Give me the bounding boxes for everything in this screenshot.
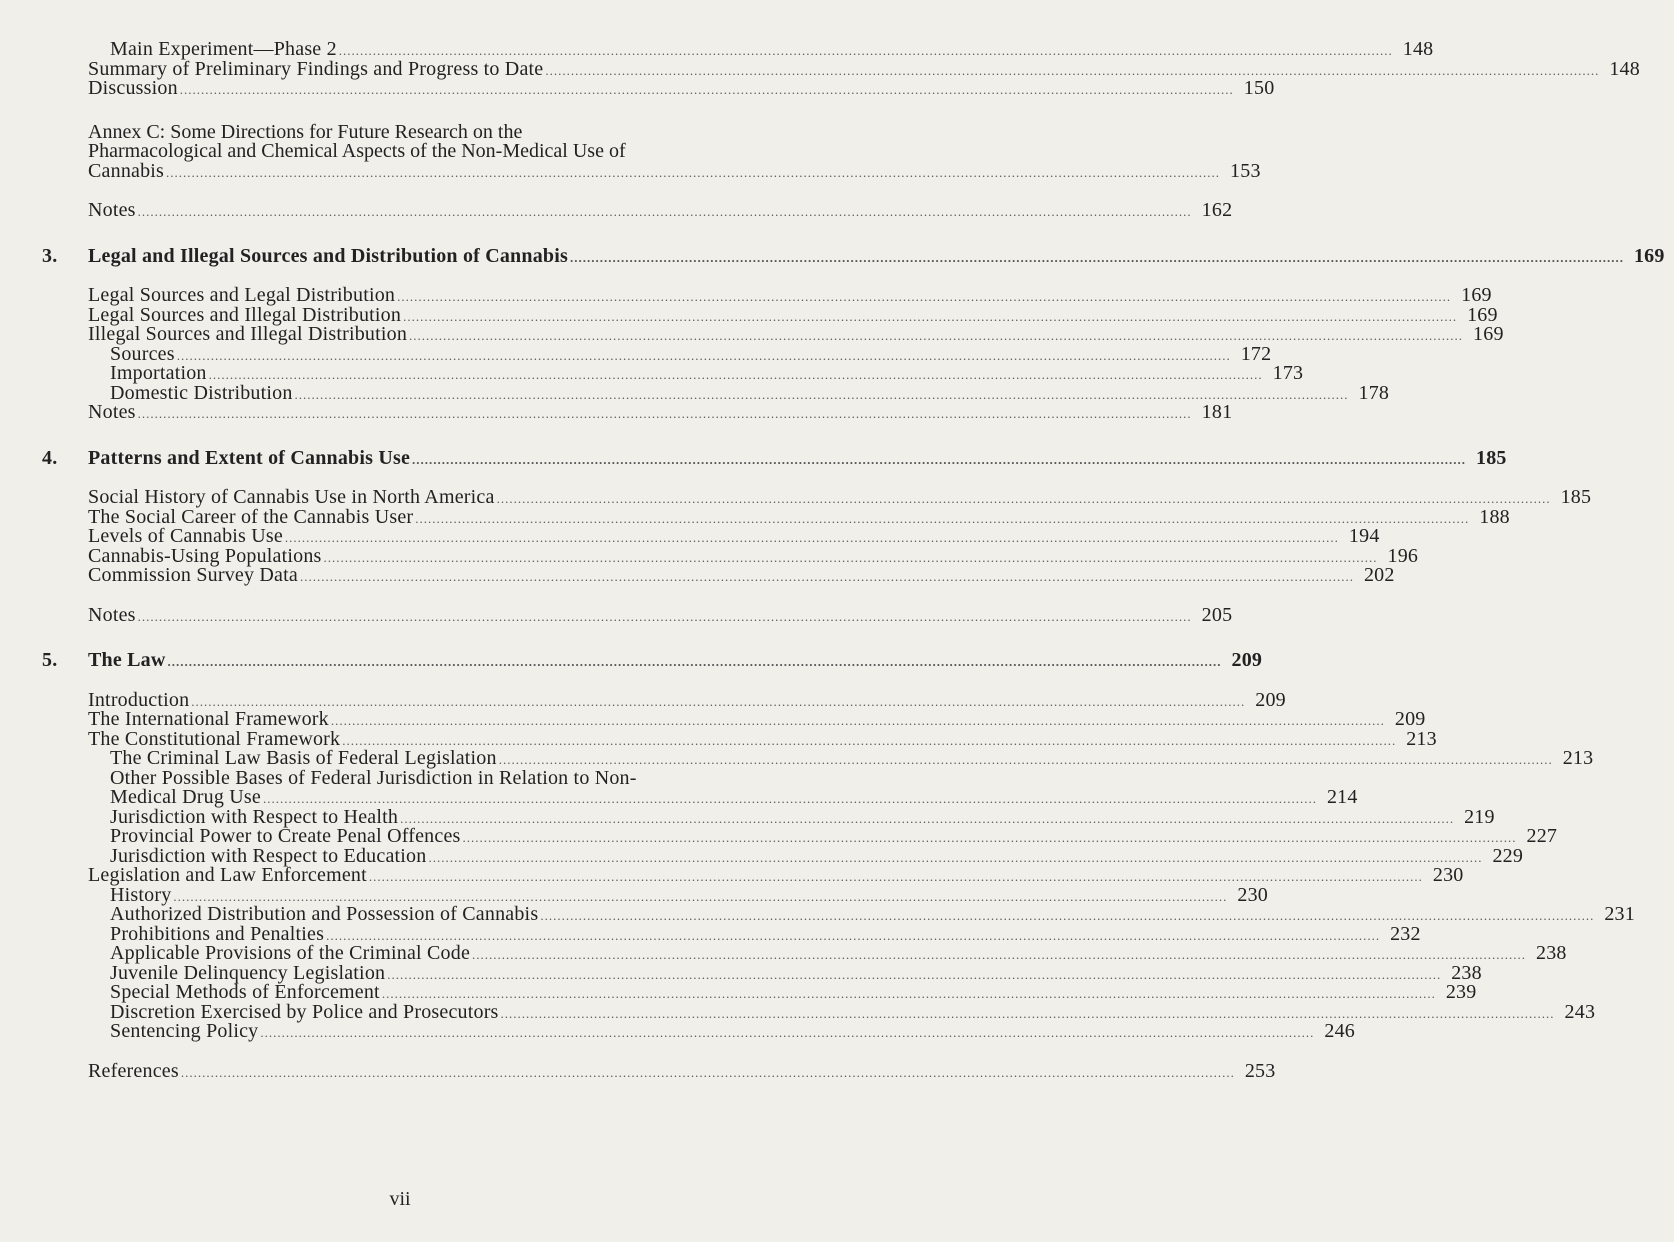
entry-title: Sources: [110, 342, 175, 365]
page-number: 202: [1363, 564, 1395, 586]
annex-title-line-2: Pharmacological and Chemical Aspects of the Non-Medical Use of: [88, 140, 626, 162]
page-number: 188: [1479, 505, 1510, 528]
page-number: 173: [1272, 362, 1304, 384]
entry-title: The Constitutional Framework: [88, 727, 341, 750]
entry-title: Legal Sources and Legal Distribution: [88, 284, 396, 306]
toc-entry: [88, 747, 1594, 769]
toc-entry: [88, 564, 1395, 586]
toc-entry: [88, 57, 1640, 80]
leader-dots: [168, 652, 1222, 672]
chapter-5-heading: [42, 649, 1263, 671]
page-number: 232: [1390, 922, 1421, 945]
leader-dots: [499, 750, 1553, 770]
toc-entry: [88, 323, 1504, 345]
chapter-number: 3.: [42, 244, 58, 267]
page-number: 150: [1243, 77, 1275, 99]
entry-title: Commission Survey Data: [88, 564, 298, 586]
entry-title: Main Experiment—Phase 2: [110, 38, 337, 60]
page-number: 238: [1536, 942, 1567, 964]
page-number: 213: [1562, 747, 1594, 769]
entry-title: Medical Drug Use: [110, 786, 261, 808]
toc-references: [88, 1059, 1276, 1082]
page-number: 209: [1394, 708, 1426, 730]
page-number: 214: [1326, 786, 1358, 808]
entry-title: Importation: [110, 362, 207, 384]
leader-dots: [428, 848, 1482, 868]
leader-dots: [472, 945, 1526, 965]
page-number: 209: [1255, 688, 1286, 711]
chapter-4-heading: [42, 446, 1507, 469]
page-number: 169: [1633, 244, 1665, 267]
page-number: 185: [1560, 486, 1592, 508]
page-number: 246: [1324, 1020, 1355, 1042]
page-folio: vii: [389, 1188, 411, 1210]
entry-title: Discussion: [88, 77, 178, 99]
toc-entry: [88, 981, 1477, 1003]
leader-dots: [138, 202, 1192, 222]
page-number: 169: [1467, 303, 1498, 326]
leader-dots: [409, 326, 1463, 346]
toc-entry: [88, 825, 1558, 847]
toc-annex-c: [88, 120, 1261, 182]
leader-dots: [463, 828, 1517, 848]
leader-dots: [412, 450, 1466, 470]
entry-title: Notes: [88, 603, 136, 626]
entry-title: Applicable Provisions of the Criminal Code: [110, 942, 471, 964]
page-number: 243: [1564, 1000, 1596, 1023]
toc-entry: [88, 708, 1426, 730]
page-number: 162: [1201, 199, 1233, 221]
page-number: 205: [1201, 603, 1233, 626]
entry-title: The Social Career of the Cannabis User: [88, 505, 414, 528]
page-number: 230: [1432, 864, 1464, 886]
entry-title: Jurisdiction with Respect to Education: [110, 844, 427, 867]
page-number: 169: [1473, 323, 1504, 345]
entry-title: Notes: [88, 401, 136, 423]
entry-title: Domestic Distribution: [110, 381, 293, 404]
page-number: 185: [1476, 446, 1507, 469]
entry-title: References: [88, 1059, 179, 1082]
toc-entry: [88, 942, 1567, 964]
entry-title: Other Possible Bases of Federal Jurisdiction in Relation to Non-: [110, 766, 637, 789]
page-number: 148: [1402, 38, 1434, 60]
entry-title: Jurisdiction with Respect to Health: [110, 805, 399, 828]
toc-entry: [88, 864, 1464, 886]
leader-dots: [181, 1063, 1235, 1083]
leader-dots: [403, 307, 1457, 327]
chapter-4-entries: [88, 486, 1592, 586]
toc-entry: [88, 486, 1592, 508]
leader-dots: [415, 509, 1469, 529]
entry-title: The International Framework: [88, 708, 329, 730]
leader-dots: [180, 80, 1234, 100]
toc-entry: [88, 786, 1358, 808]
toc-entry: [88, 401, 1233, 423]
chapter-title: The Law: [88, 649, 166, 671]
toc-section-top: [88, 38, 1640, 99]
page-number: 238: [1451, 961, 1482, 984]
toc-entry: [88, 77, 1275, 99]
leader-dots: [397, 287, 1451, 307]
entry-title: Introduction: [88, 688, 190, 711]
page-number: 196: [1387, 544, 1419, 567]
annex-title-line-1: Annex C: Some Directions for Future Research on the: [88, 120, 523, 143]
entry-title: Provincial Power to Create Penal Offences: [110, 825, 461, 847]
page-number: 239: [1445, 981, 1477, 1003]
chapter-number: 4.: [42, 446, 58, 469]
page-number: 230: [1237, 883, 1269, 906]
entry-title: Social History of Cannabis Use in North America: [88, 486, 495, 508]
leader-dots: [387, 965, 1441, 985]
page-number: 209: [1231, 649, 1263, 671]
chapter-number: 5.: [42, 649, 58, 671]
page-number: 219: [1464, 805, 1495, 828]
leader-dots: [342, 731, 1396, 751]
toc-notes-a: [88, 199, 1233, 221]
toc-entry: [88, 38, 1434, 60]
chapter-3-heading: [42, 244, 1665, 267]
page-number: 153: [1230, 159, 1261, 182]
leader-dots: [540, 906, 1594, 926]
chapter-3-entries: [88, 284, 1504, 423]
leader-dots: [324, 548, 1378, 568]
leader-dots: [570, 248, 1624, 268]
leader-dots: [382, 984, 1436, 1004]
entry-title: The Criminal Law Basis of Federal Legislation: [110, 747, 497, 769]
entry-title: Prohibitions and Penalties: [110, 922, 325, 945]
entry-title: Illegal Sources and Illegal Distribution: [88, 323, 408, 345]
leader-dots: [501, 1004, 1555, 1024]
toc-entry: [88, 525, 1380, 547]
page-number: 194: [1348, 525, 1380, 547]
toc-entry: [88, 903, 1635, 925]
chapter-title: Patterns and Extent of Cannabis Use: [88, 446, 411, 469]
entry-title: Summary of Preliminary Findings and Progress to Date: [88, 57, 544, 80]
page-number: 229: [1492, 844, 1524, 867]
leader-dots: [400, 809, 1454, 829]
chapter-title: Legal and Illegal Sources and Distribution of Cannabis: [88, 244, 568, 267]
entry-title: Notes: [88, 199, 136, 221]
toc-entry: [88, 381, 1390, 404]
annex-title-end: Cannabis: [88, 159, 165, 182]
page-number: 169: [1461, 284, 1492, 306]
entry-title: Legal Sources and Illegal Distribution: [88, 303, 402, 326]
page-number: 181: [1201, 401, 1233, 423]
entry-title: Legislation and Law Enforcement: [88, 864, 367, 886]
leader-dots: [260, 1023, 1314, 1043]
page-number: 253: [1244, 1059, 1276, 1082]
page-number: 227: [1526, 825, 1558, 847]
leader-dots: [326, 926, 1380, 946]
leader-dots: [177, 346, 1231, 366]
entry-title: History: [110, 883, 172, 906]
entry-title: Discretion Exercised by Police and Prosecutors: [110, 1000, 499, 1023]
leader-dots: [138, 404, 1192, 424]
leader-dots: [209, 365, 1263, 385]
leader-dots: [191, 692, 1245, 712]
toc-notes-b: [88, 603, 1233, 626]
leader-dots: [300, 567, 1354, 587]
entry-title: Juvenile Delinquency Legislation: [110, 961, 386, 984]
page-number: 231: [1604, 903, 1635, 925]
table-of-contents: [42, 38, 1665, 1082]
page-number: 172: [1240, 342, 1272, 365]
entry-title: Levels of Cannabis Use: [88, 525, 283, 547]
page-number: 148: [1609, 57, 1640, 80]
leader-dots: [166, 163, 1220, 183]
chapter-5-entries: [88, 688, 1635, 1042]
annex-title-line-3: [88, 159, 1261, 182]
toc-entry: [88, 1020, 1355, 1042]
page-number: 178: [1358, 381, 1390, 404]
entry-title: Authorized Distribution and Possession of Cannabis: [110, 903, 539, 925]
entry-title: Special Methods of Enforcement: [110, 981, 380, 1003]
entry-title: Cannabis-Using Populations: [88, 544, 322, 567]
leader-dots: [263, 789, 1317, 809]
leader-dots: [331, 711, 1385, 731]
leader-dots: [295, 385, 1349, 405]
toc-entry: [88, 362, 1304, 384]
leader-dots: [138, 607, 1192, 627]
toc-entry: [88, 284, 1492, 306]
page-number: 213: [1406, 727, 1437, 750]
entry-title: Sentencing Policy: [110, 1020, 259, 1042]
leader-dots: [285, 528, 1339, 548]
leader-dots: [497, 489, 1551, 509]
leader-dots: [545, 61, 1599, 81]
